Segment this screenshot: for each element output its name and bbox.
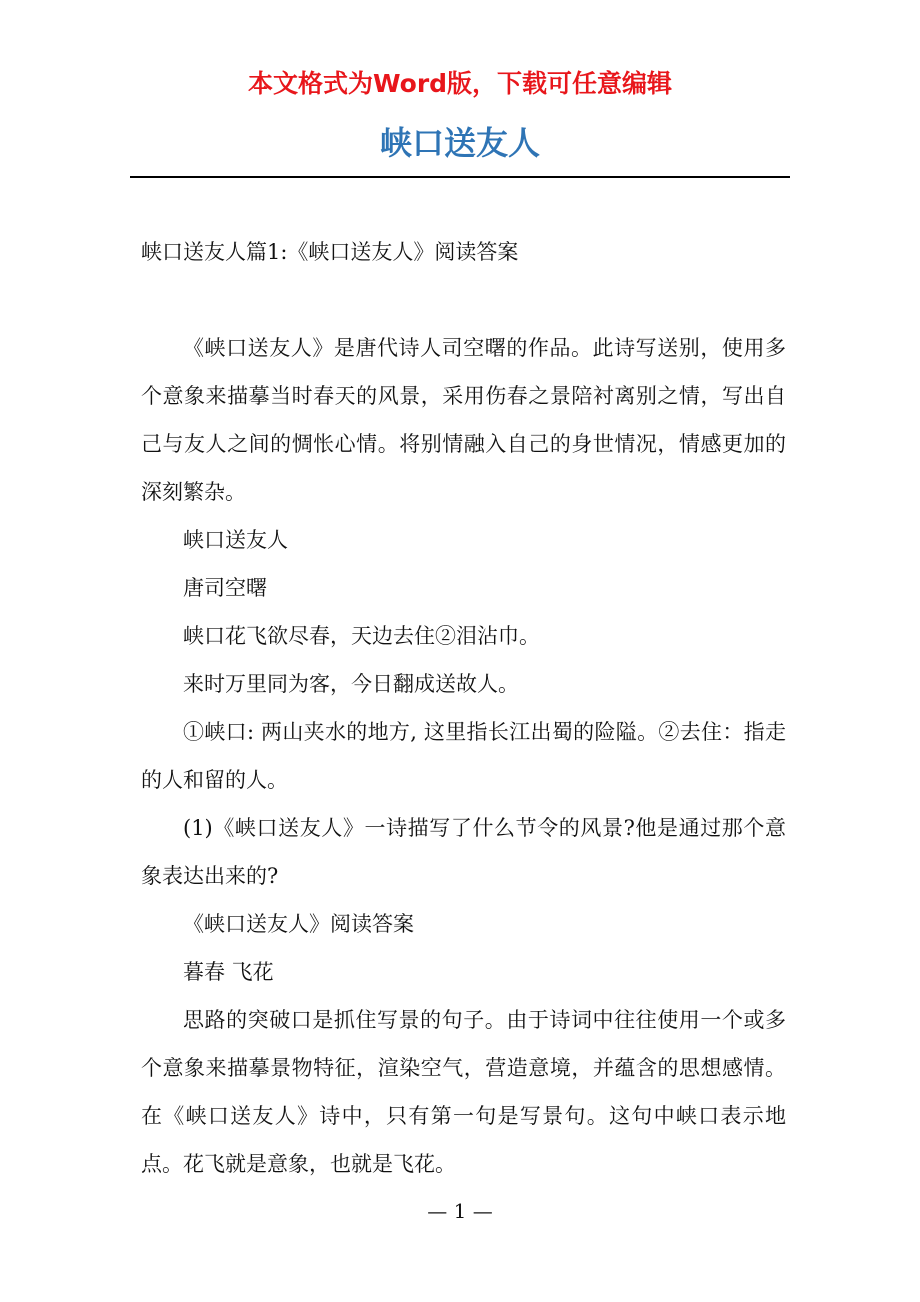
poem-line-1: 峡口花飞欲尽春，天边去住②泪沾巾。 [183, 624, 540, 648]
page-number: — 1 — [427, 1199, 493, 1223]
intro-paragraph: 《峡口送友人》是唐代诗人司空曙的作品。此诗写送别，使用多个意象来描摹当时春天的风景，采用伤春之景陪衬离别之情，写出自己与友人之间的惆怅心情。将别情融入自己的身世情况，情感更加的深刻繁杂。 [141, 336, 786, 504]
document-body [141, 228, 786, 1188]
analysis-paragraph: 思路的突破口是抓住写景的句子。由于诗词中往往使用一个或多个意象来描摹景物特征，渲染空气，营造意境，并蕴含的思想感情。在《峡口送友人》诗中，只有第一句是写景句。这句中峡口表示地点。花飞就是意象，也就是飞花。 [141, 1008, 786, 1176]
question-paragraph: (1)《峡口送友人》一诗描写了什么节令的风景?他是通过那个意象表达出来的? [141, 816, 786, 888]
section-heading: 峡口送友人篇1:《峡口送友人》阅读答案 [141, 240, 519, 264]
title-divider [130, 176, 790, 178]
format-notice-banner: 本文格式为Word版，下载可任意编辑 [247, 69, 673, 98]
poem-line-2: 来时万里同为客，今日翻成送故人。 [183, 672, 519, 696]
answer-text: 暮春 飞花 [183, 960, 274, 984]
answer-heading: 《峡口送友人》阅读答案 [183, 912, 414, 936]
annotation-paragraph: ①峡口: 两山夹水的地方, 这里指长江出蜀的险隘。②去住：指走的人和留的人。 [141, 720, 786, 792]
poem-author: 唐司空曙 [183, 576, 267, 600]
document-title: 峡口送友人 [379, 124, 540, 162]
poem-title: 峡口送友人 [183, 528, 288, 552]
